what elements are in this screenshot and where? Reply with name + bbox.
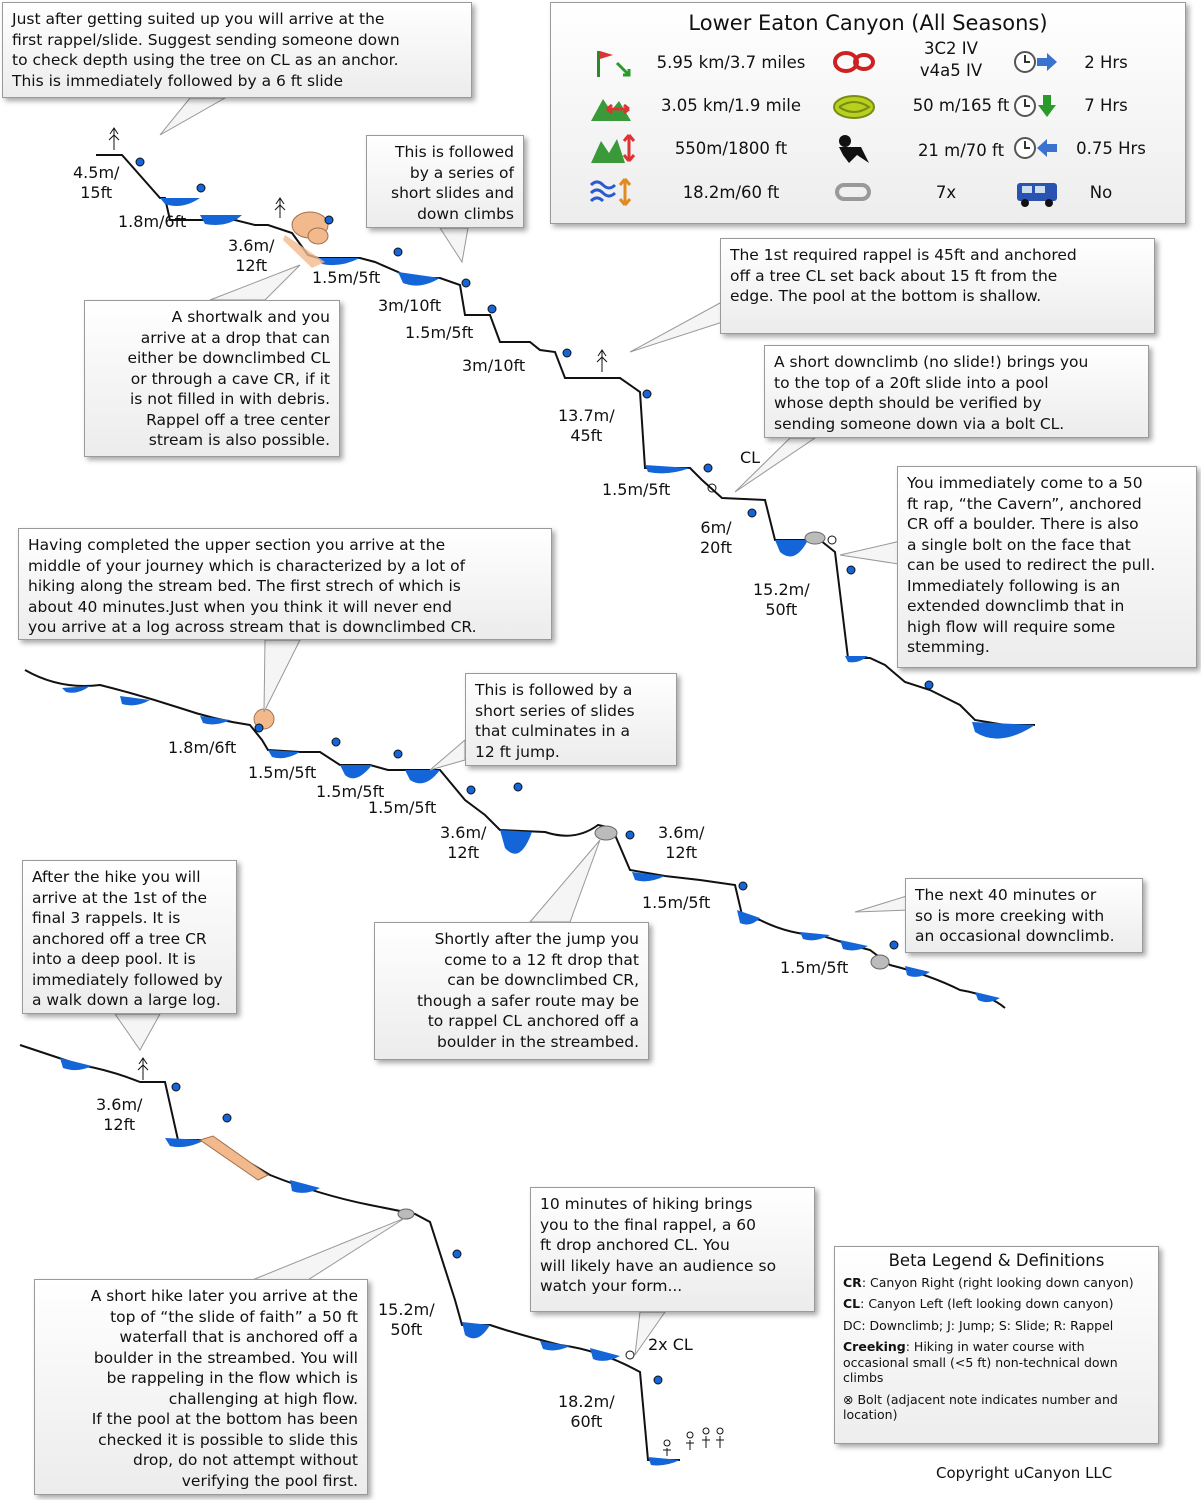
stat-rappel-count: 7x xyxy=(935,183,957,202)
callout-short-slides: This is followed by a series of short slides and down climbs xyxy=(366,135,524,228)
drop-label: 1.5m/5ft xyxy=(248,763,317,782)
stat-max-drop: 18.2m/60 ft xyxy=(682,183,780,202)
callout-more-creeking: The next 40 minutes or so is more creeking with an occasional downclimb. xyxy=(905,878,1143,953)
drop-label: 1.5m/5ft xyxy=(405,323,474,342)
drop-label: 18.2m/ 60ft xyxy=(558,1392,615,1431)
stats-title: Lower Eaton Canyon (All Seasons) xyxy=(688,11,1048,35)
stat-length: 5.95 km/3.7 miles xyxy=(656,53,806,72)
drop-label: 3m/10ft xyxy=(462,356,526,375)
legend-bolt: ⊗ Bolt (adjacent note indicates number and location) xyxy=(843,1391,1118,1422)
stat-longest-rappel: 21 m/70 ft xyxy=(917,141,1005,160)
drop-label: 1.5m/5ft xyxy=(602,480,671,499)
legend-creeking: Creeking: Hiking in water course with occasional small (<5 ft) non-technical down climbs xyxy=(843,1339,1118,1385)
callout-middle-section: Having completed the upper section you arrive at the middle of your journey which is characterized by a lot of hiking along the stream bed. The first strech of which is about 40 minutes.Just when you think it will never end you arrive at a log across stream that is downclimbed CR. xyxy=(18,528,552,640)
legend-cr: CR: Canyon Right (right looking down canyon) xyxy=(843,1274,1134,1290)
stat-rope: 50 m/165 ft xyxy=(912,96,1010,115)
stat-canyon-length: 3.05 km/1.9 mile xyxy=(660,96,802,115)
max-drop-icon xyxy=(589,175,635,209)
bolt-icon: ⊗ xyxy=(843,1391,858,1407)
drop-label: 3.6m/ 12ft xyxy=(228,236,275,275)
rating-icon xyxy=(831,45,877,79)
drop-label: 3.6m/ 12ft xyxy=(440,823,487,862)
stat-rating-2: v4a5 IV xyxy=(919,61,983,80)
drop-label: 1.5m/5ft xyxy=(316,782,385,801)
drop-label: 3m/10ft xyxy=(378,296,442,315)
drop-label: 3.6m/ 12ft xyxy=(658,823,705,862)
canyon-length-icon xyxy=(589,89,635,123)
drop-label: CL xyxy=(740,448,761,467)
exit-time-icon xyxy=(1013,131,1059,165)
stat-approach-time: 2 Hrs xyxy=(1084,53,1128,72)
drop-label: 3.6m/ 12ft xyxy=(96,1095,143,1134)
callout-slide-of-faith: A short hike later you arrive at the top of “the slide of faith” a 50 ft waterfall that is anchored off a boulder in the streambed. You will be rappeling in the flow which is challenging at high flow. If the pool at the bottom has been checked it is possible to slide this drop, do not attempt without verifying the pool first. xyxy=(34,1279,368,1495)
rope-icon xyxy=(831,89,877,123)
callout-12ft-drop: Shortly after the jump you come to a 12 ft drop that can be downclimbed CR, though a safer route may be to rappel CL anchored off a boulder in the streambed. xyxy=(374,922,649,1060)
legend-title: Beta Legend & Definitions xyxy=(888,1251,1105,1270)
stat-rating-1: 3C2 IV xyxy=(924,39,978,58)
rappel-count-icon xyxy=(831,175,877,209)
elevation-icon xyxy=(589,131,635,165)
beta-legend xyxy=(834,1246,1159,1444)
drop-label: 1.5m/5ft xyxy=(780,958,849,977)
legend-abbreviations: DC: Downclimb; J: Jump; S: Slide; R: Rappel xyxy=(843,1317,1114,1333)
callout-12ft-jump: This is followed by a short series of slides that culminates in a 12 ft jump. xyxy=(465,673,677,766)
longest-rappel-icon xyxy=(831,131,877,165)
drop-label: 13.7m/ 45ft xyxy=(558,406,615,445)
stats-panel xyxy=(550,2,1186,224)
drop-label: 2x CL xyxy=(648,1335,693,1354)
stat-exit-time: 0.75 Hrs xyxy=(1076,139,1146,158)
drop-label: 15.2m/ 50ft xyxy=(378,1300,435,1339)
callout-first-required-rappel: The 1st required rappel is 45ft and anchored off a tree CL set back about 15 ft from the edge. The pool at the bottom is shallow. xyxy=(720,238,1155,334)
callout-cave-drop: A shortwalk and you arrive at a drop that can either be downclimbed CL or through a cave CR, if it is not filled in with debris. Rappel off a tree center stream is also possible. xyxy=(84,300,340,457)
drop-label: 1.8m/6ft xyxy=(168,738,237,757)
callout-the-cavern: You immediately come to a 50 ft rap, “the Cavern”, anchored CR off a boulder. There is also a single bolt on the face that can be used to redirect the pull. Immediately following is an extended downclimb that in high flow will require some stemming. xyxy=(897,466,1197,668)
legend-cl: CL: Canyon Left (left looking down canyon) xyxy=(843,1296,1114,1311)
callout-first-rappel: Just after getting suited up you will arrive at the first rappel/slide. Suggest sending someone down to check depth using the tree on CL as an anchor. This is immediately followed by a 6 ft slide xyxy=(2,2,472,98)
descent-time-icon xyxy=(1013,89,1059,123)
stat-descent-time: 7 Hrs xyxy=(1084,96,1128,115)
callout-final-rappel: 10 minutes of hiking brings you to the final rappel, a 60 ft drop anchored CL. You will likely have an audience so watch your form... xyxy=(530,1187,815,1312)
stat-elevation: 550m/1800 ft xyxy=(674,139,788,158)
drop-label: 1.5m/5ft xyxy=(642,893,711,912)
stat-shuttle: No xyxy=(1089,183,1113,202)
trip-length-icon xyxy=(589,45,635,79)
drop-label: 4.5m/ 15ft xyxy=(73,163,120,202)
copyright: Copyright uCanyon LLC xyxy=(936,1464,1113,1482)
drop-label: 1.5m/5ft xyxy=(368,798,437,817)
approach-time-icon xyxy=(1013,45,1059,79)
drop-label: 6m/ 20ft xyxy=(700,518,732,557)
callout-final-three-rappels: After the hike you will arrive at the 1st of the final 3 rappels. It is anchored off a tree CR into a deep pool. It is immediately followed by a walk down a large log. xyxy=(22,860,237,1014)
callout-20ft-slide: A short downclimb (no slide!) brings you to the top of a 20ft slide into a pool whose depth should be verified by sending someone down via a bolt CL. xyxy=(764,345,1149,438)
shuttle-icon xyxy=(1013,175,1059,209)
drop-label: 1.8m/6ft xyxy=(118,212,187,231)
drop-label: 1.5m/5ft xyxy=(312,268,381,287)
drop-label: 15.2m/ 50ft xyxy=(753,580,810,619)
